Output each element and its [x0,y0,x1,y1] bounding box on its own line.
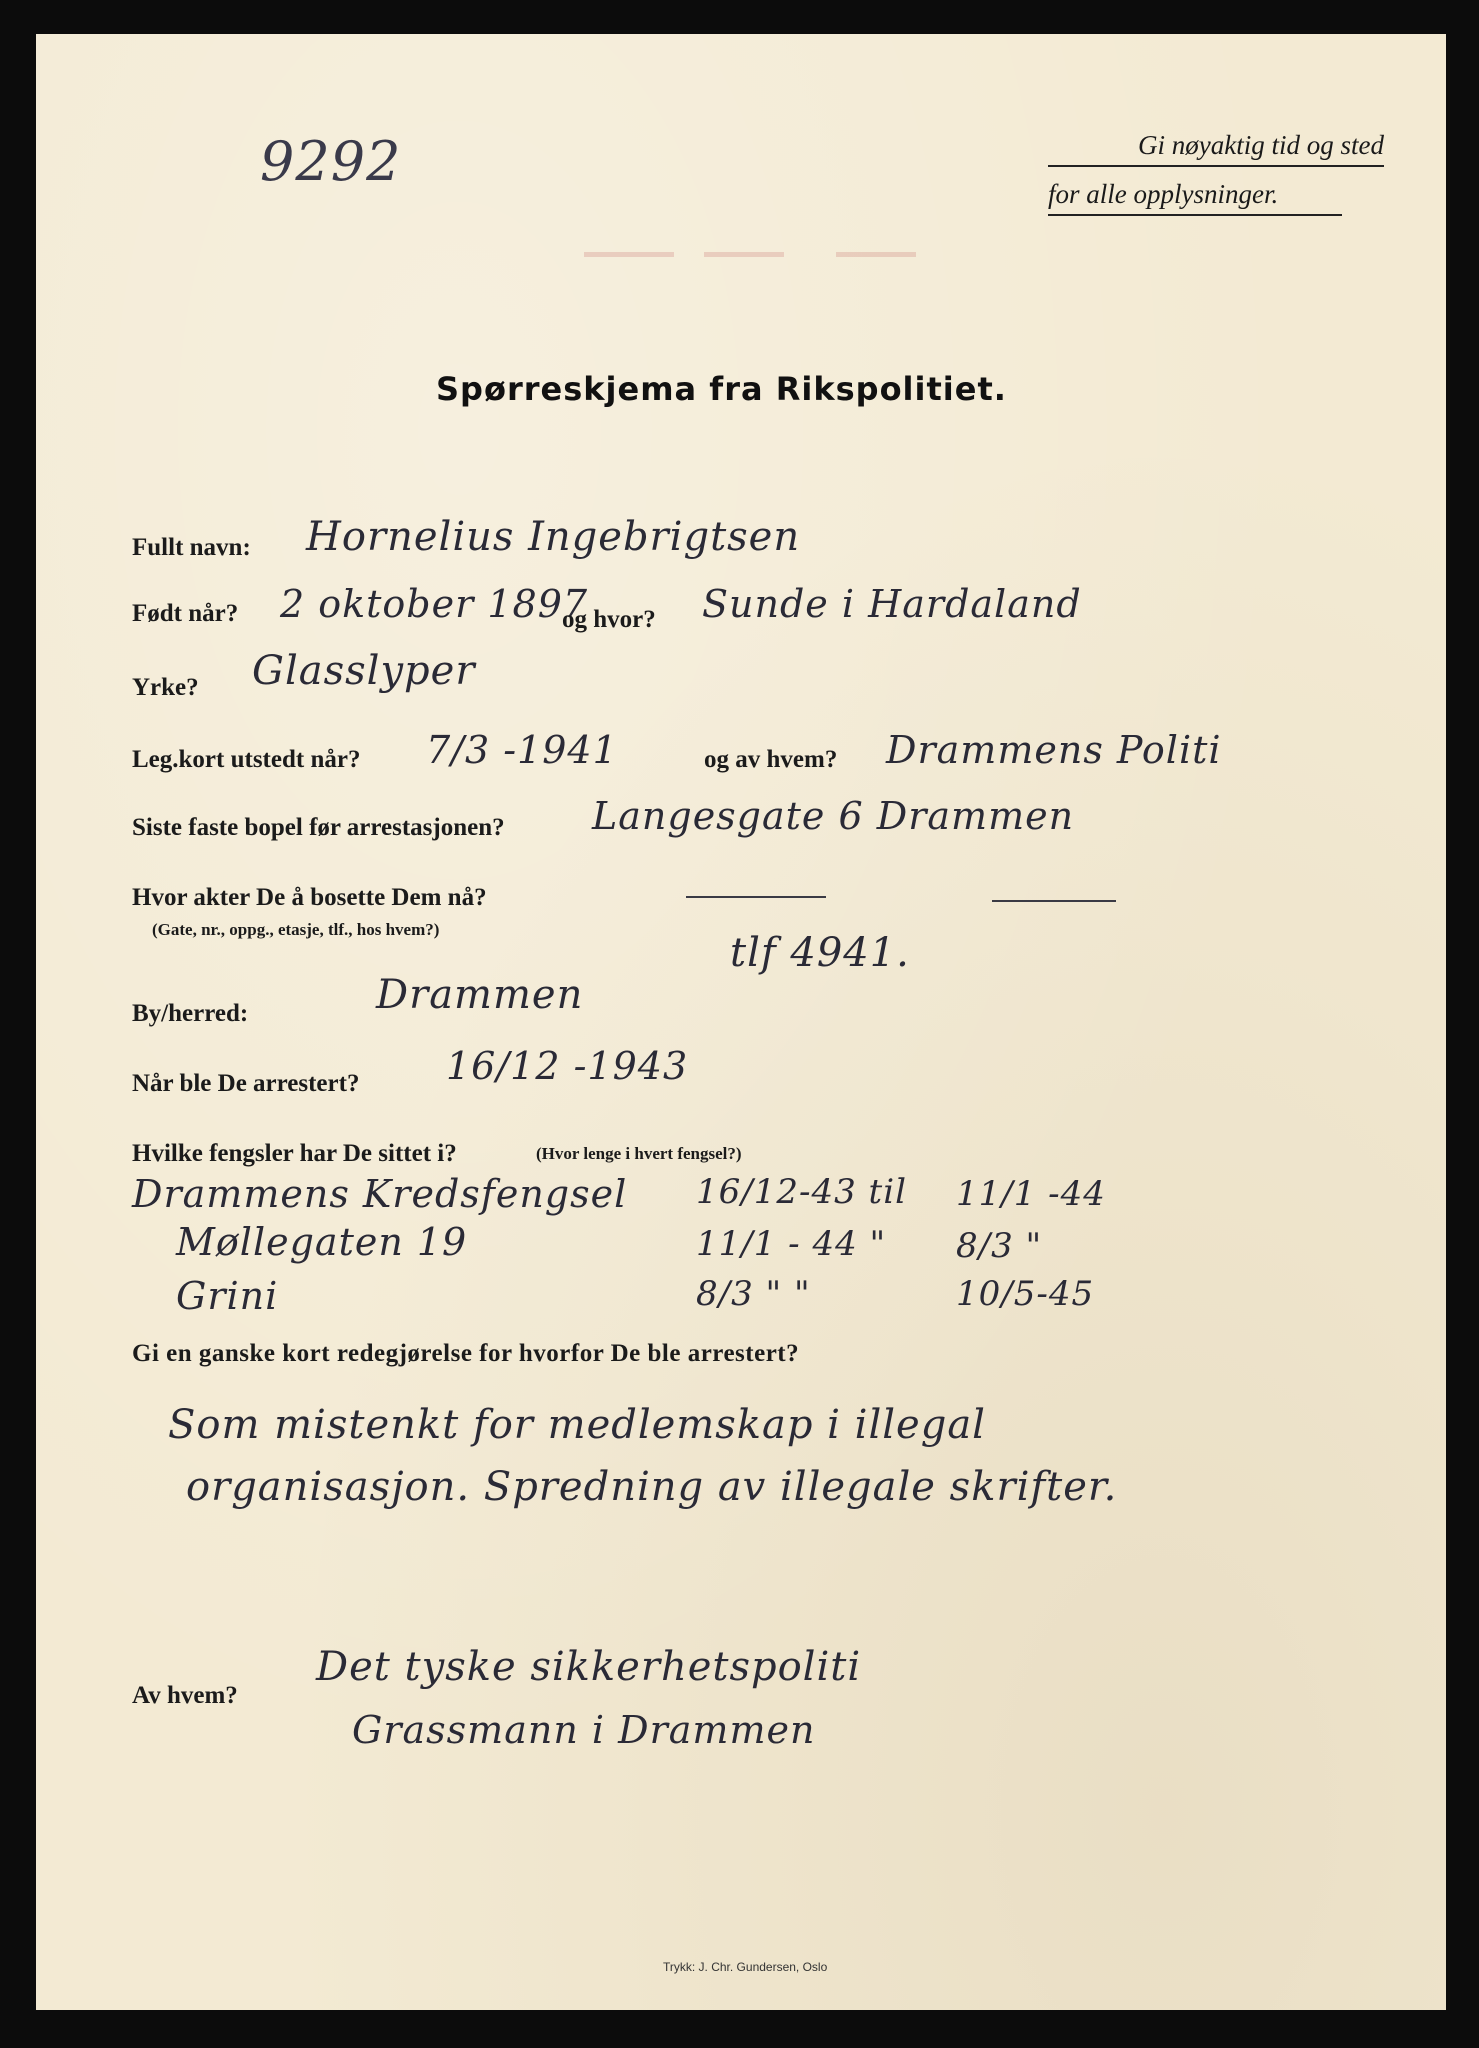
label-full-name: Fullt navn: [132,534,251,561]
prison-3-to: 10/5-45 [956,1274,1095,1314]
value-arrest-date: 16/12 -1943 [446,1044,689,1088]
label-town: By/herred: [132,1000,249,1027]
label-occupation: Yrke? [132,674,199,701]
blank-dash [992,900,1116,902]
bleed-through-mark [836,252,916,257]
label-born-when: Født når? [132,600,239,627]
prison-2-name: Møllegaten 19 [176,1220,468,1264]
instruction-line-1: Gi nøyaktig tid og sted [1048,130,1384,167]
bleed-through-mark [584,252,674,257]
label-arrest-date: Når ble De arrestert? [132,1070,360,1097]
label-future-residence: Hvor akter De å bosette Dem nå? [132,884,487,911]
value-full-name: Hornelius Ingebrigtsen [306,514,801,560]
value-last-residence: Langesgate 6 Drammen [592,794,1075,838]
value-legcard-date: 7/3 -1941 [426,728,618,772]
label-last-residence: Siste faste bopel før arrestasjonen? [132,814,505,841]
label-prisons: Hvilke fengsler har De sittet i? [132,1140,457,1167]
printer-imprint: Trykk: J. Chr. Gundersen, Oslo [663,1960,828,1974]
label-legcard-date: Leg.kort utstedt når? [132,746,361,773]
blank-dash [686,896,826,898]
value-town: Drammen [376,972,584,1018]
prison-3-from: 8/3 " " [696,1274,811,1314]
bleed-through-mark [704,252,784,257]
prison-3-name: Grini [176,1274,279,1318]
form-title: Spørreskjema fra Rikspolitiet. [436,370,1007,408]
value-occupation: Glasslyper [252,648,476,694]
value-born-where: Sunde i Hardaland [702,582,1082,626]
form-sheet [36,34,1446,2010]
label-arrest-reason: Gi en ganske kort redegjørelse for hvorfor De ble arrestert? [132,1340,800,1367]
label-born-where: og hvor? [562,606,656,633]
prison-1-to: 11/1 -44 [956,1174,1106,1214]
instruction-box [1048,130,1384,228]
label-arrested-by: Av hvem? [132,1682,238,1709]
value-legcard-issuer: Drammens Politi [886,728,1222,772]
prisons-hint: (Hvor lenge i hvert fengsel?) [536,1144,742,1163]
label-legcard-issuer: og av hvem? [704,746,838,773]
future-residence-hint: (Gate, nr., oppg., etasje, tlf., hos hvem?) [152,920,440,939]
value-arrested-by-line-2: Grassmann i Drammen [352,1708,816,1752]
prison-2-to: 8/3 " [956,1226,1043,1266]
instruction-line-2: for alle opplysninger. [1048,179,1342,216]
value-born-when: 2 oktober 1897 [280,582,589,626]
prison-2-from: 11/1 - 44 " [696,1224,887,1264]
value-reason-line-1: Som mistenkt for medlemskap i illegal [168,1402,986,1448]
prison-1-from: 16/12-43 til [696,1172,907,1212]
value-phone: tlf 4941. [730,930,910,976]
prison-1-name: Drammens Kredsfengsel [132,1172,628,1216]
value-arrested-by-line-1: Det tyske sikkerhetspoliti [316,1644,862,1690]
archive-number: 9292 [260,130,402,193]
value-reason-line-2: organisasjon. Spredning av illegale skrifter. [186,1464,1118,1510]
